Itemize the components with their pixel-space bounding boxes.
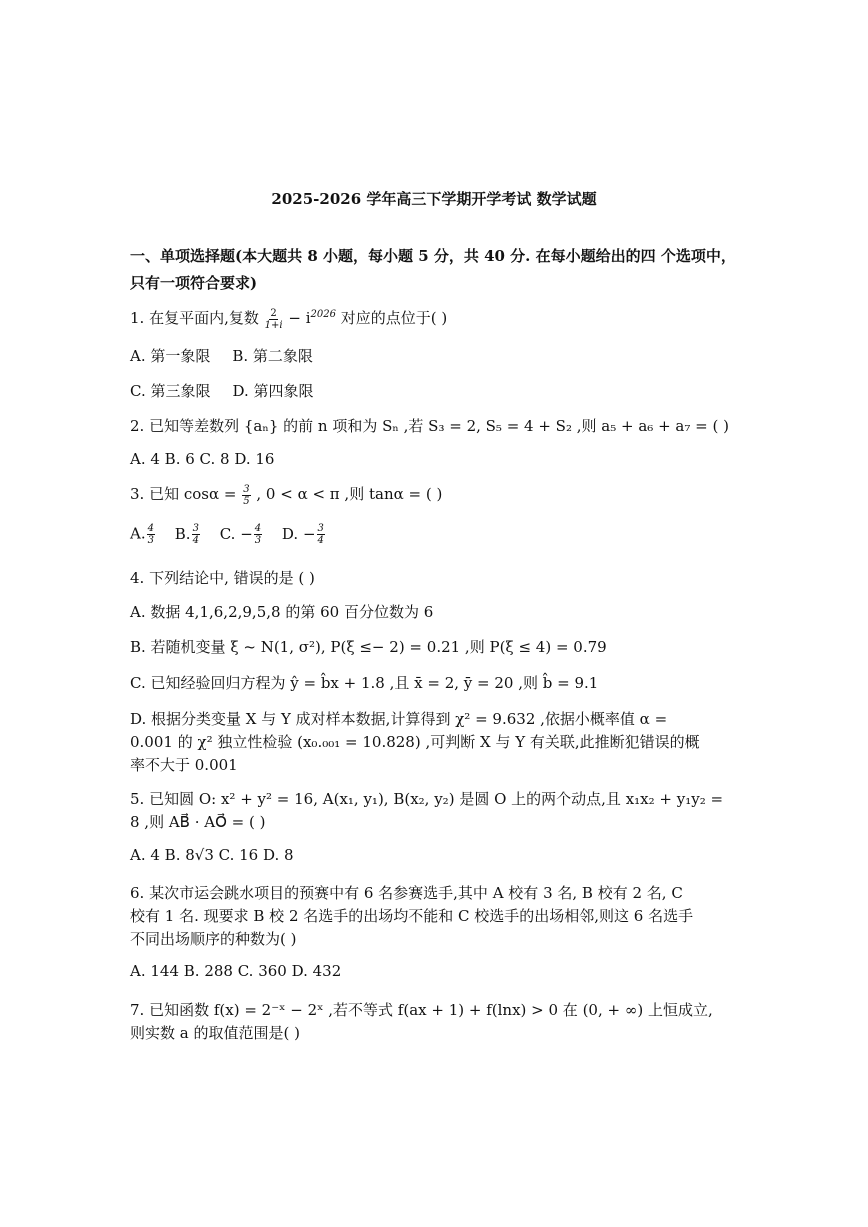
question-3-options <box>130 523 326 546</box>
q3-a-den: 3 <box>147 535 154 546</box>
question-7-line2: 则实数 a 的取值范围是( ) <box>130 1024 300 1042</box>
question-5-options: A. 4 B. 8√3 C. 16 D. 8 <box>130 846 294 864</box>
q3-option-d-label: D. − <box>281 524 316 543</box>
question-5-line1: 5. 已知圆 O: x² + y² = 16, A(x₁, y₁), B(x₂, y₂) 是圆 O 上的两个动点,且 x₁x₂ + y₁y₂ = <box>130 790 724 808</box>
question-1-options-ab <box>130 345 313 366</box>
q1-exponent: 2026 <box>310 309 336 320</box>
question-6-line1: 6. 某次市运会跳水项目的预赛中有 6 名参赛选手,其中 A 校有 3 名, B 校有 2 名, C <box>130 884 683 902</box>
question-1-stem <box>130 307 447 331</box>
q3-c-num: 4 <box>254 523 262 534</box>
q3-suffix: , 0 < α < π ,则 tanα = ( ) <box>256 485 443 503</box>
q3-option-c-frac <box>254 523 262 546</box>
q3-option-a-frac <box>147 523 155 546</box>
q4-option-d-line3: 率不大于 0.001 <box>130 756 238 774</box>
question-1-options-cd <box>130 380 314 401</box>
q3-d-den: 4 <box>317 535 324 546</box>
question-5-line2: 8 ,则 AB⃗ · AO⃗ = ( ) <box>130 813 266 831</box>
question-7-line1: 7. 已知函数 f(x) = 2⁻ˣ − 2ˣ ,若不等式 f(ax + 1) + f(lnx) > 0 在 (0, + ∞) 上恒成立, <box>130 1001 713 1019</box>
q4-option-b: B. 若随机变量 ξ ~ N(1, σ²), P(ξ ≤− 2) = 0.21 ,则 P(ξ ≤ 4) = 0.79 <box>130 638 607 656</box>
q3-option-a-label: A. <box>130 524 146 543</box>
q3-option-c-label: C. − <box>219 524 253 543</box>
question-6-options: A. 144 B. 288 C. 360 D. 432 <box>130 962 342 980</box>
q1-option-a: A. 第一象限 <box>130 347 211 365</box>
q1-option-c: C. 第三象限 <box>130 382 211 400</box>
q1-frac-num: 2 <box>270 307 277 319</box>
q1-option-b: B. 第二象限 <box>232 347 313 365</box>
q1-prefix: 1. 在复平面内,复数 <box>130 309 259 327</box>
question-2-stem: 2. 已知等差数列 {aₙ} 的前 n 项和为 Sₙ ,若 S₃ = 2, S₅ = 4 + S₂ ,则 a₅ + a₆ + a₇ = ( ) <box>130 417 729 435</box>
q3-option-b-frac <box>192 523 200 546</box>
q3-option-d-frac <box>317 523 325 546</box>
page-title: 2025-2026 学年高三下学期开学考试 数学试题 <box>271 190 597 208</box>
question-3-stem <box>130 483 442 507</box>
q1-suffix: 对应的点位于( ) <box>340 309 448 327</box>
q3-frac-den: 5 <box>243 495 250 507</box>
q3-a-num: 4 <box>147 523 154 534</box>
q3-prefix: 3. 已知 cosα = <box>130 485 237 503</box>
q1-fraction <box>265 308 283 331</box>
q4-option-c: C. 已知经验回归方程为 ŷ = b̂x + 1.8 ,且 x̄ = 2, ȳ = 20 ,则 b̂ = 9.1 <box>130 674 599 692</box>
q1-frac-den: 1+i <box>264 319 283 331</box>
question-2-options: A. 4 B. 6 C. 8 D. 16 <box>130 450 275 468</box>
q3-b-den: 4 <box>192 535 199 546</box>
q4-option-a: A. 数据 4,1,6,2,9,5,8 的第 60 百分位数为 6 <box>130 603 434 621</box>
q3-option-b-label: B. <box>174 524 191 543</box>
section-heading: 一、单项选择题(本大题共 8 小题，每小题 5 分，共 40 分. 在每小题给出的四 个选项中，只有一项符合要求) <box>130 247 736 292</box>
q4-option-d-line2: 0.001 的 χ² 独立性检验 (x₀.₀₀₁ = 10.828) ,可判断 X 与 Y 有关联,此推断犯错误的概 <box>130 733 700 751</box>
q1-option-d: D. 第四象限 <box>232 382 314 400</box>
q3-frac-num: 3 <box>243 483 250 495</box>
q1-term: − i <box>288 309 311 327</box>
q3-c-den: 3 <box>254 535 262 546</box>
question-6-line2: 校有 1 名. 现要求 B 校 2 名选手的出场均不能和 C 校选手的出场相邻,则这 6 名选手 <box>130 907 694 925</box>
question-4-stem: 4. 下列结论中, 错误的是 ( ) <box>130 569 315 587</box>
question-6-line3: 不同出场顺序的种数为( ) <box>130 930 297 948</box>
q4-option-d-line1: D. 根据分类变量 X 与 Y 成对样本数据,计算得到 χ² = 9.632 ,依据小概率值 α = <box>130 710 668 728</box>
q3-b-num: 3 <box>192 523 199 534</box>
q3-d-num: 3 <box>317 523 324 534</box>
q3-fraction <box>242 484 250 507</box>
